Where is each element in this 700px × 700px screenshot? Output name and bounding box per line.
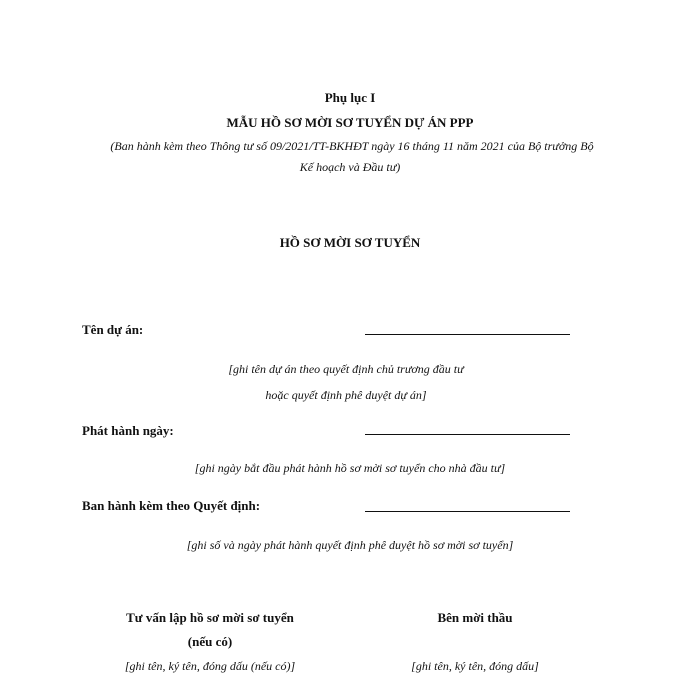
consultant-note: (nếu có) <box>187 634 233 649</box>
consultant-signature-block <box>95 610 325 674</box>
issue-date-label: Phát hành ngày: <box>82 423 174 438</box>
document-title: HỒ SƠ MỜI SƠ TUYỂN <box>279 235 421 250</box>
consultant-title: Tư vấn lập hồ sơ mời sơ tuyển <box>126 610 294 625</box>
project-name-hint-line2: hoặc quyết định phê duyệt dự án] <box>265 388 427 402</box>
issued-note-line1: (Ban hành kèm theo Thông tư số 09/2021/TT-BKHĐT ngày 16 tháng 11 năm 2021 của Bộ trưởng Bộ <box>110 139 594 153</box>
project-name-blank-line <box>365 334 570 335</box>
project-name-label: Tên dự án: <box>82 322 144 337</box>
project-name-hint-line1: [ghi tên dự án theo quyết định chủ trương đầu tư <box>228 362 464 376</box>
form-title: MẪU HỒ SƠ MỜI SƠ TUYỂN DỰ ÁN PPP <box>226 115 474 130</box>
inviter-signature-block <box>370 610 580 674</box>
inviter-title: Bên mời thầu <box>437 610 513 625</box>
issue-date-blank-line <box>365 434 570 435</box>
decision-blank-line <box>365 511 570 512</box>
decision-label: Ban hành kèm theo Quyết định: <box>82 498 261 513</box>
consultant-hint: [ghi tên, ký tên, đóng dấu (nếu có)] <box>124 659 296 673</box>
issued-note-line2: Kế hoạch và Đầu tư) <box>299 160 401 174</box>
appendix-label: Phụ lục I <box>324 90 376 105</box>
inviter-spacer <box>370 634 580 658</box>
decision-hint: [ghi số và ngày phát hành quyết định phê duyệt hồ sơ mời sơ tuyển] <box>186 538 514 552</box>
issue-date-hint: [ghi ngày bắt đầu phát hành hồ sơ mời sơ tuyển cho nhà đầu tư] <box>194 461 506 475</box>
inviter-hint: [ghi tên, ký tên, đóng dấu] <box>411 659 539 673</box>
